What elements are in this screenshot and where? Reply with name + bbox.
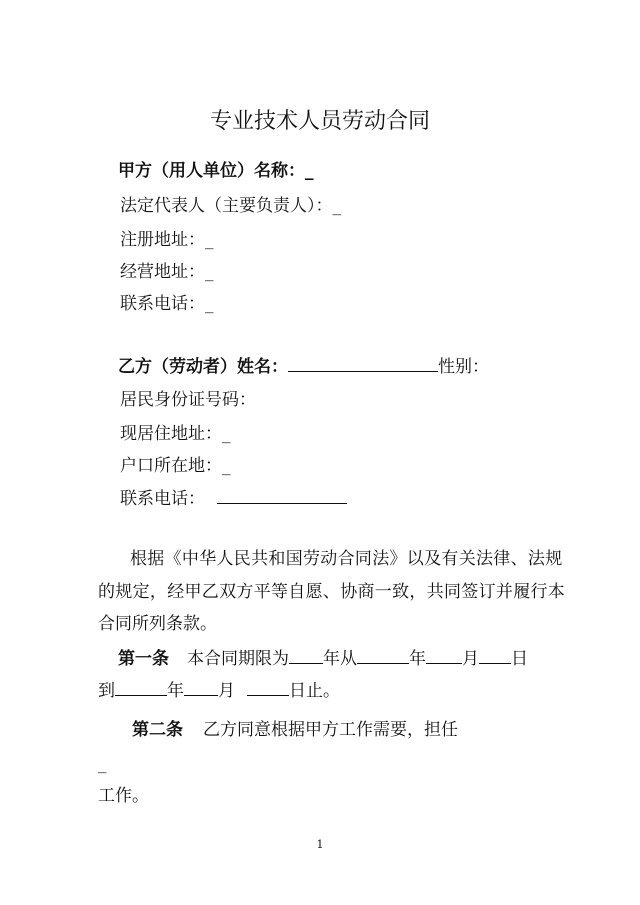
article-1-to-label: 到 — [98, 681, 115, 701]
article-2-heading: 第二条 — [132, 720, 183, 740]
party-a-op-addr-label: 经营地址： — [120, 262, 205, 282]
party-a-rep-row — [120, 195, 341, 217]
party-b-name-blank — [288, 355, 438, 372]
party-a-phone-value: _ — [205, 294, 214, 314]
party-b-id-label: 居民身份证号码： — [120, 390, 256, 410]
party-b-hukou-row — [120, 455, 231, 477]
party-b-address-row — [120, 423, 231, 445]
party-b-hukou-label: 户口所在地： — [120, 456, 222, 476]
article-1-line-2 — [98, 679, 340, 702]
party-b-gender-label: 性别： — [438, 357, 489, 377]
party-b-address-value: _ — [222, 424, 231, 444]
article-1-end-month-label: 月 — [218, 681, 235, 701]
article-1-text-a: 本合同期限为 — [187, 649, 289, 669]
party-a-name-row — [118, 160, 314, 182]
article-1-start-year-blank — [357, 647, 409, 664]
article-1-day-label: 日 — [511, 649, 528, 669]
party-a-name-label: 甲方（用人单位）名称： — [118, 161, 305, 181]
party-b-id-row — [120, 389, 256, 411]
party-b-name-row — [118, 355, 489, 378]
preamble-line-2: 的规定，经甲乙双方平等自愿、协商一致，共同签订并履行本 — [98, 582, 566, 602]
party-a-op-addr-row — [120, 261, 214, 283]
article-1-month-label: 月 — [462, 649, 479, 669]
party-a-reg-addr-value: _ — [205, 230, 214, 250]
article-1-end-year-label: 年 — [167, 681, 184, 701]
article-2-text: 乙方同意根据甲方工作需要，担任 — [203, 720, 458, 740]
article-1-year-label: 年 — [409, 649, 426, 669]
article-1-end-month-blank — [184, 679, 218, 696]
preamble-line-1: 根据《中华人民共和国劳动合同法》以及有关法律、法规 — [130, 549, 563, 569]
party-b-phone-blank — [217, 487, 347, 504]
article-1-end-label: 日止。 — [289, 681, 340, 701]
article-2-work: 工作。 — [98, 786, 149, 806]
party-b-phone-row — [120, 487, 347, 510]
article-1-text-b: 年从 — [323, 649, 357, 669]
party-b-phone-label: 联系电话： — [120, 489, 205, 509]
document-title: 专业技术人员劳动合同 — [209, 109, 430, 134]
preamble-line-3: 合同所列条款。 — [98, 614, 217, 634]
article-2-line-1 — [132, 719, 458, 741]
party-a-reg-addr-label: 注册地址： — [120, 230, 205, 250]
party-a-reg-addr-row — [120, 229, 214, 251]
party-a-phone-label: 联系电话： — [120, 294, 205, 314]
article-1-line-1 — [118, 647, 528, 670]
party-a-op-addr-value: _ — [205, 262, 214, 282]
party-a-rep-label: 法定代表人（主要负责人）： — [120, 196, 333, 216]
article-2-blank: _ — [98, 754, 107, 774]
party-b-name-label: 乙方（劳动者）姓名： — [118, 357, 288, 377]
party-a-name-value: _ — [305, 161, 314, 181]
page-number: 1 — [316, 838, 324, 851]
party-a-rep-value: _ — [332, 196, 341, 216]
party-a-phone-row — [120, 293, 214, 315]
article-1-years-blank — [289, 647, 323, 664]
article-1-heading: 第一条 — [118, 649, 169, 669]
party-b-address-label: 现居住地址： — [120, 424, 222, 444]
article-1-end-year-blank — [115, 679, 167, 696]
article-1-start-day-blank — [479, 647, 511, 664]
article-1-start-month-blank — [426, 647, 462, 664]
party-b-hukou-value: _ — [222, 456, 231, 476]
article-1-end-day-blank — [247, 679, 289, 696]
